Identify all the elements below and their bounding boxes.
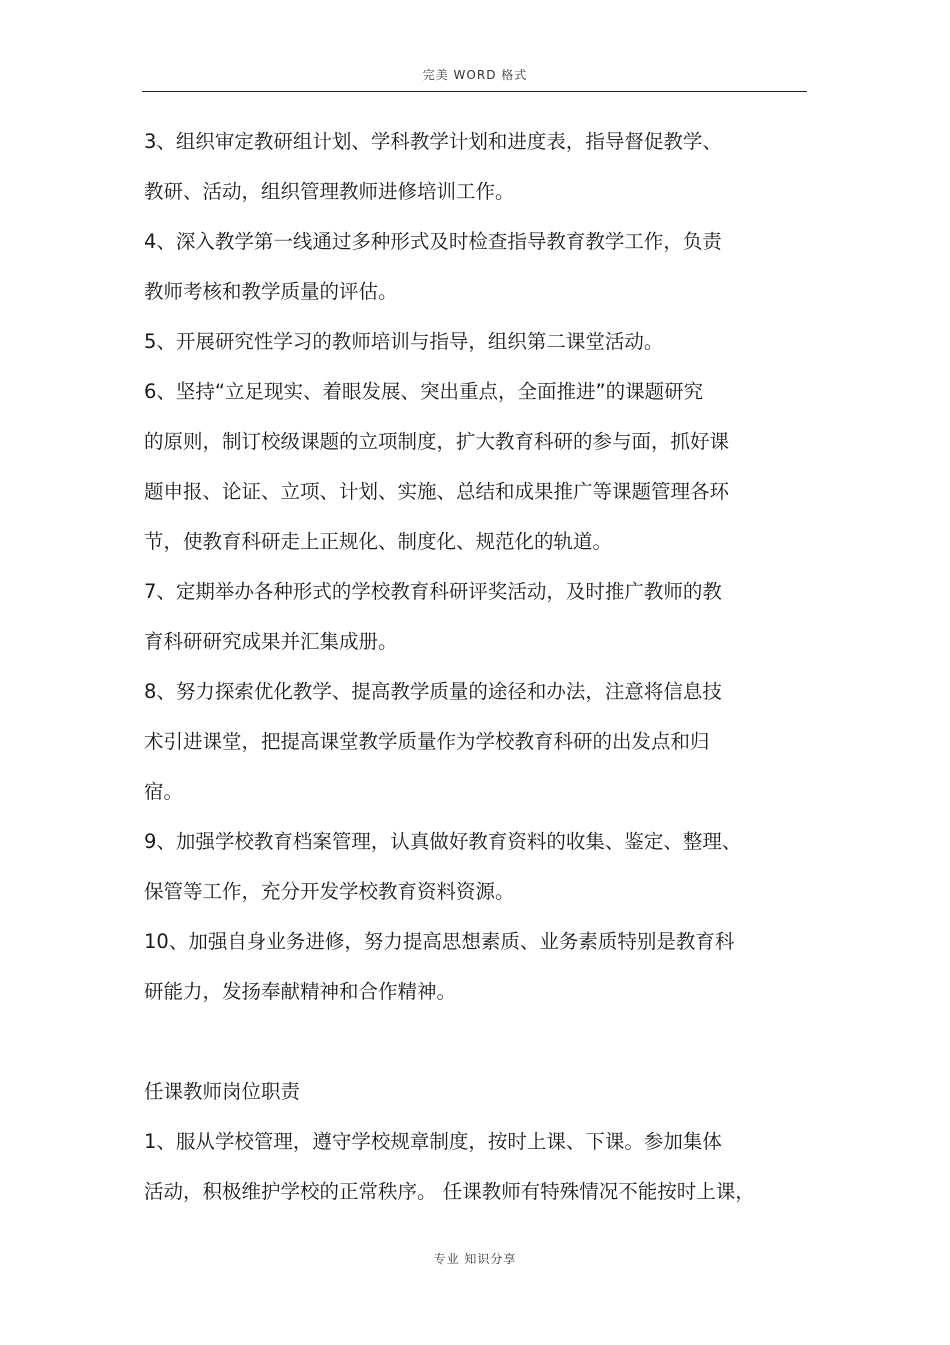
text-line: 活动，积极维护学校的正常秩序。 任课教师有特殊情况不能按时上课， [144, 1180, 755, 1203]
text-line: 宿。 [144, 780, 184, 803]
text-line: 5、开展研究性学习的教师培训与指导，组织第二课堂活动。 [144, 330, 664, 353]
section-heading: 任课教师岗位职责 [144, 1080, 301, 1103]
text-line: 题申报、论证、立项、计划、实施、总结和成果推广等课题管理各环 [144, 480, 730, 503]
text-line: 节，使教育科研走上正规化、制度化、规范化的轨道。 [144, 530, 613, 553]
text-line: 9、加强学校教育档案管理，认真做好教育资料的收集、鉴定、整理、 [144, 830, 742, 853]
text-line: 术引进课堂，把提高课堂教学质量作为学校教育科研的出发点和归 [144, 730, 710, 753]
text-line: 3、组织审定教研组计划、学科教学计划和进度表，指导督促教学、 [144, 130, 722, 153]
text-line: 8、努力探索优化教学、提高教学质量的途径和办法，注意将信息技 [144, 680, 722, 703]
text-line: 4、深入教学第一线通过多种形式及时检查指导教育教学工作，负责 [144, 230, 722, 253]
text-line: 教师考核和教学质量的评估。 [144, 280, 398, 303]
page-header: 完美 WORD 格式 [422, 68, 528, 82]
text-line: 研能力，发扬奉献精神和合作精神。 [144, 980, 457, 1003]
text-line: 1、服从学校管理，遵守学校规章制度，按时上课、下课。参加集体 [144, 1130, 722, 1153]
text-line: 6、坚持“立足现实、着眼发展、突出重点，全面推进”的课题研究 [144, 380, 704, 403]
text-line: 10、加强自身业务进修，努力提高思想素质、业务素质特别是教育科 [144, 930, 735, 953]
text-line: 教研、活动，组织管理教师进修培训工作。 [144, 180, 515, 203]
text-line: 的原则，制订校级课题的立项制度，扩大教育科研的参与面，抓好课 [144, 430, 730, 453]
text-line: 保管等工作，充分开发学校教育资料资源。 [144, 880, 515, 903]
text-line: 育科研研究成果并汇集成册。 [144, 630, 398, 653]
header-rule [142, 91, 807, 92]
page-footer: 专业 知识分享 [433, 1252, 517, 1266]
text-line: 7、定期举办各种形式的学校教育科研评奖活动，及时推广教师的教 [144, 580, 722, 603]
